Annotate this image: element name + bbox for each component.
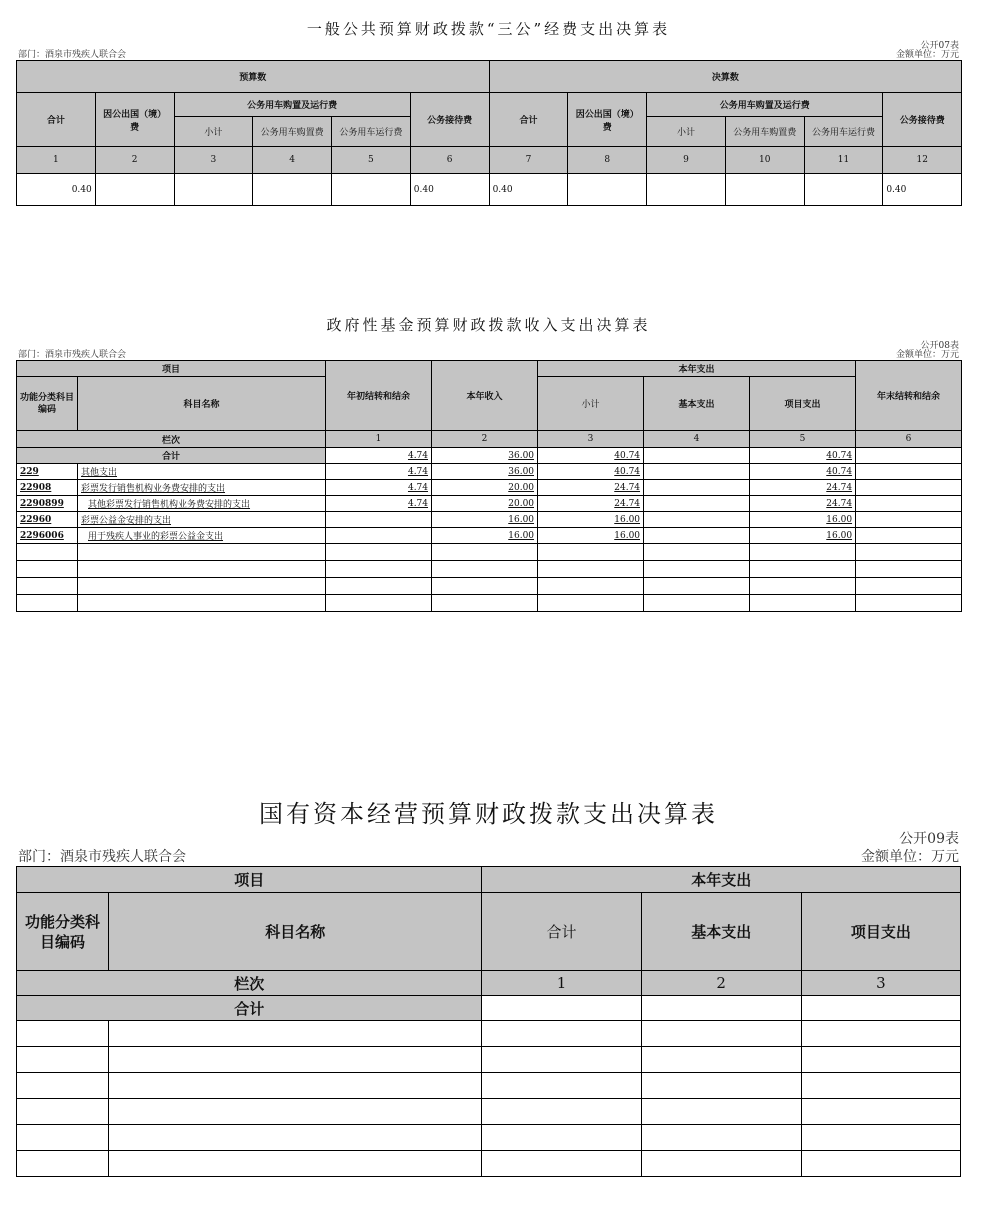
table7-header-car: 公务用车购置及运行费 (647, 93, 883, 117)
table8-code: 公开08表 (920, 341, 959, 351)
table7-header-car: 公务用车购置及运行费 (174, 93, 410, 117)
table9-col-no: 1 (482, 971, 641, 996)
table7-header-reception: 公务接待费 (883, 93, 962, 147)
row-project: 16.00 (750, 528, 856, 544)
row-subtotal: 24.74 (538, 496, 644, 512)
table7-value (332, 174, 411, 206)
table7-value (174, 174, 253, 206)
table9-header-item: 项目 (17, 867, 482, 893)
table9-col-no: 2 (641, 971, 801, 996)
table-row (17, 480, 962, 496)
table7-col-no: 10 (725, 147, 804, 174)
table7-value: 0.40 (410, 174, 489, 206)
table7-col-no: 4 (253, 147, 332, 174)
row-project: 40.74 (750, 464, 856, 480)
row-subtotal: 16.00 (538, 512, 644, 528)
table7-code: 公开07表 (920, 41, 959, 51)
row-name: 其他彩票发行销售机构业务费安排的支出 (78, 496, 326, 512)
table7-col-no: 7 (489, 147, 568, 174)
table8-total-basic (644, 448, 750, 464)
table9-header-code: 功能分类科目编码 (17, 893, 109, 971)
table8-title: 政府性基金预算财政拨款收入支出决算表 (326, 316, 651, 334)
table7-header-car-run: 公务用车运行费 (332, 117, 411, 147)
table7-value (804, 174, 883, 206)
table7-col-no: 2 (95, 147, 174, 174)
table7-value (647, 174, 726, 206)
table9-col-no: 3 (801, 971, 960, 996)
table9-header-total: 合计 (482, 893, 641, 971)
table7 (16, 60, 962, 206)
table7-value: 0.40 (883, 174, 962, 206)
table7-unit: 金额单位：万元 (895, 50, 959, 60)
table-row-empty (17, 1151, 961, 1177)
row-code: 22960 (17, 512, 78, 528)
table7-value (568, 174, 647, 206)
row-begin (326, 512, 432, 528)
row-begin: 4.74 (326, 480, 432, 496)
table8-col-no: 3 (538, 431, 644, 448)
row-subtotal: 40.74 (538, 464, 644, 480)
table8-header-begin: 年初结转和结余 (326, 361, 432, 431)
table9-code-unit (861, 830, 959, 866)
row-income: 36.00 (432, 464, 538, 480)
row-end (856, 480, 962, 496)
table7-value: 0.40 (17, 174, 96, 206)
table7-title: 一般公共预算财政拨款“三公”经费支出决算表 (306, 20, 671, 38)
table7-header-subtotal: 小计 (174, 117, 253, 147)
row-basic (644, 512, 750, 528)
table9 (16, 866, 961, 1177)
table7-header-final: 决算数 (489, 61, 962, 93)
table7-col-no: 1 (17, 147, 96, 174)
table-row-empty (17, 1073, 961, 1099)
table7-value (95, 174, 174, 206)
row-begin (326, 528, 432, 544)
row-code: 229 (17, 464, 78, 480)
table9-header-expense: 本年支出 (482, 867, 961, 893)
table8-total-project: 40.74 (750, 448, 856, 464)
table8-section (16, 314, 961, 612)
row-income: 20.00 (432, 480, 538, 496)
table8-dept: 部门：酒泉市残疾人联合会 (18, 350, 127, 360)
table7-col-no: 8 (568, 147, 647, 174)
table9-dept: 部门：酒泉市残疾人联合会 (18, 849, 186, 865)
row-name: 其他支出 (78, 464, 326, 480)
table7-header-total: 合计 (489, 93, 568, 147)
table-row-empty (17, 578, 962, 595)
table-row-empty (17, 1021, 961, 1047)
table7-header-car-run: 公务用车运行费 (804, 117, 883, 147)
table9-unit: 金额单位：万元 (861, 849, 959, 865)
table7-col-no: 6 (410, 147, 489, 174)
table8-unit: 金额单位：万元 (895, 350, 959, 360)
table8-meta (16, 334, 961, 360)
table8-col-no: 2 (432, 431, 538, 448)
row-begin: 4.74 (326, 496, 432, 512)
table7-col-no: 3 (174, 147, 253, 174)
row-code: 22908 (17, 480, 78, 496)
row-project: 24.74 (750, 496, 856, 512)
row-name: 彩票公益金安排的支出 (78, 512, 326, 528)
table7-header-total: 合计 (17, 93, 96, 147)
row-code: 2290899 (17, 496, 78, 512)
row-project: 24.74 (750, 480, 856, 496)
table8-header-basic: 基本支出 (644, 377, 750, 431)
table9-header-basic: 基本支出 (641, 893, 801, 971)
table-row-empty (17, 595, 962, 612)
table7-col-no: 11 (804, 147, 883, 174)
table8-row-no-label: 栏次 (17, 431, 326, 448)
table7-header-car-buy: 公务用车购置费 (253, 117, 332, 147)
table7-header-abroad: 因公出国（境）费 (95, 93, 174, 147)
table7-col-no: 5 (332, 147, 411, 174)
table9-section (16, 794, 961, 1177)
table8-total-end (856, 448, 962, 464)
table7-code-unit (896, 42, 959, 60)
row-basic (644, 464, 750, 480)
table7-header-budget: 预算数 (17, 61, 490, 93)
table9-header-project: 项目支出 (801, 893, 960, 971)
table-row-empty (17, 1125, 961, 1151)
table7-section (16, 18, 961, 206)
row-subtotal: 16.00 (538, 528, 644, 544)
row-end (856, 512, 962, 528)
table9-title: 国有资本经营预算财政拨款支出决算表 (259, 800, 718, 828)
table8-header-subtotal: 小计 (538, 377, 644, 431)
row-code: 2296006 (17, 528, 78, 544)
table8-code-unit (896, 342, 959, 360)
row-basic (644, 480, 750, 496)
row-begin: 4.74 (326, 464, 432, 480)
table8-header-end: 年末结转和结余 (856, 361, 962, 431)
table8-col-no: 6 (856, 431, 962, 448)
table7-header-abroad: 因公出国（境）费 (568, 93, 647, 147)
row-subtotal: 24.74 (538, 480, 644, 496)
table7-header-car-buy: 公务用车购置费 (725, 117, 804, 147)
row-end (856, 528, 962, 544)
row-basic (644, 496, 750, 512)
table9-total-label: 合计 (17, 996, 482, 1021)
table8-col-no: 1 (326, 431, 432, 448)
table9-header-name: 科目名称 (109, 893, 482, 971)
table-row-empty (17, 544, 962, 561)
table-row (17, 528, 962, 544)
table8-header-income: 本年收入 (432, 361, 538, 431)
table8-header-item: 项目 (17, 361, 326, 377)
table8-header-expense: 本年支出 (538, 361, 856, 377)
table8-total-begin: 4.74 (326, 448, 432, 464)
row-income: 16.00 (432, 512, 538, 528)
table8-header-project: 项目支出 (750, 377, 856, 431)
table8 (16, 360, 962, 612)
table7-value (725, 174, 804, 206)
row-basic (644, 528, 750, 544)
row-name: 用于残疾人事业的彩票公益金支出 (78, 528, 326, 544)
table8-col-no: 5 (750, 431, 856, 448)
table8-total-subtotal: 40.74 (538, 448, 644, 464)
table-row (17, 464, 962, 480)
table8-col-no: 4 (644, 431, 750, 448)
table9-row-no-label: 栏次 (17, 971, 482, 996)
table8-header-name: 科目名称 (78, 377, 326, 431)
table7-header-reception: 公务接待费 (410, 93, 489, 147)
row-income: 16.00 (432, 528, 538, 544)
table9-code: 公开09表 (899, 831, 959, 847)
row-project: 16.00 (750, 512, 856, 528)
table7-col-no: 9 (647, 147, 726, 174)
table-row-empty (17, 1047, 961, 1073)
row-end (856, 464, 962, 480)
table-row (17, 512, 962, 528)
table7-dept: 部门：酒泉市残疾人联合会 (18, 50, 127, 60)
table7-value (253, 174, 332, 206)
row-name: 彩票发行销售机构业务费安排的支出 (78, 480, 326, 496)
table7-col-no: 12 (883, 147, 962, 174)
table7-meta (16, 38, 961, 60)
table-row (17, 496, 962, 512)
table7-header-subtotal: 小计 (647, 117, 726, 147)
table-row-empty (17, 1099, 961, 1125)
table-row-empty (17, 561, 962, 578)
table8-total-income: 36.00 (432, 448, 538, 464)
table9-meta (16, 826, 961, 866)
table8-header-code: 功能分类科目编码 (17, 377, 78, 431)
table7-value: 0.40 (489, 174, 568, 206)
row-income: 20.00 (432, 496, 538, 512)
row-end (856, 496, 962, 512)
table8-total-label: 合计 (17, 448, 326, 464)
